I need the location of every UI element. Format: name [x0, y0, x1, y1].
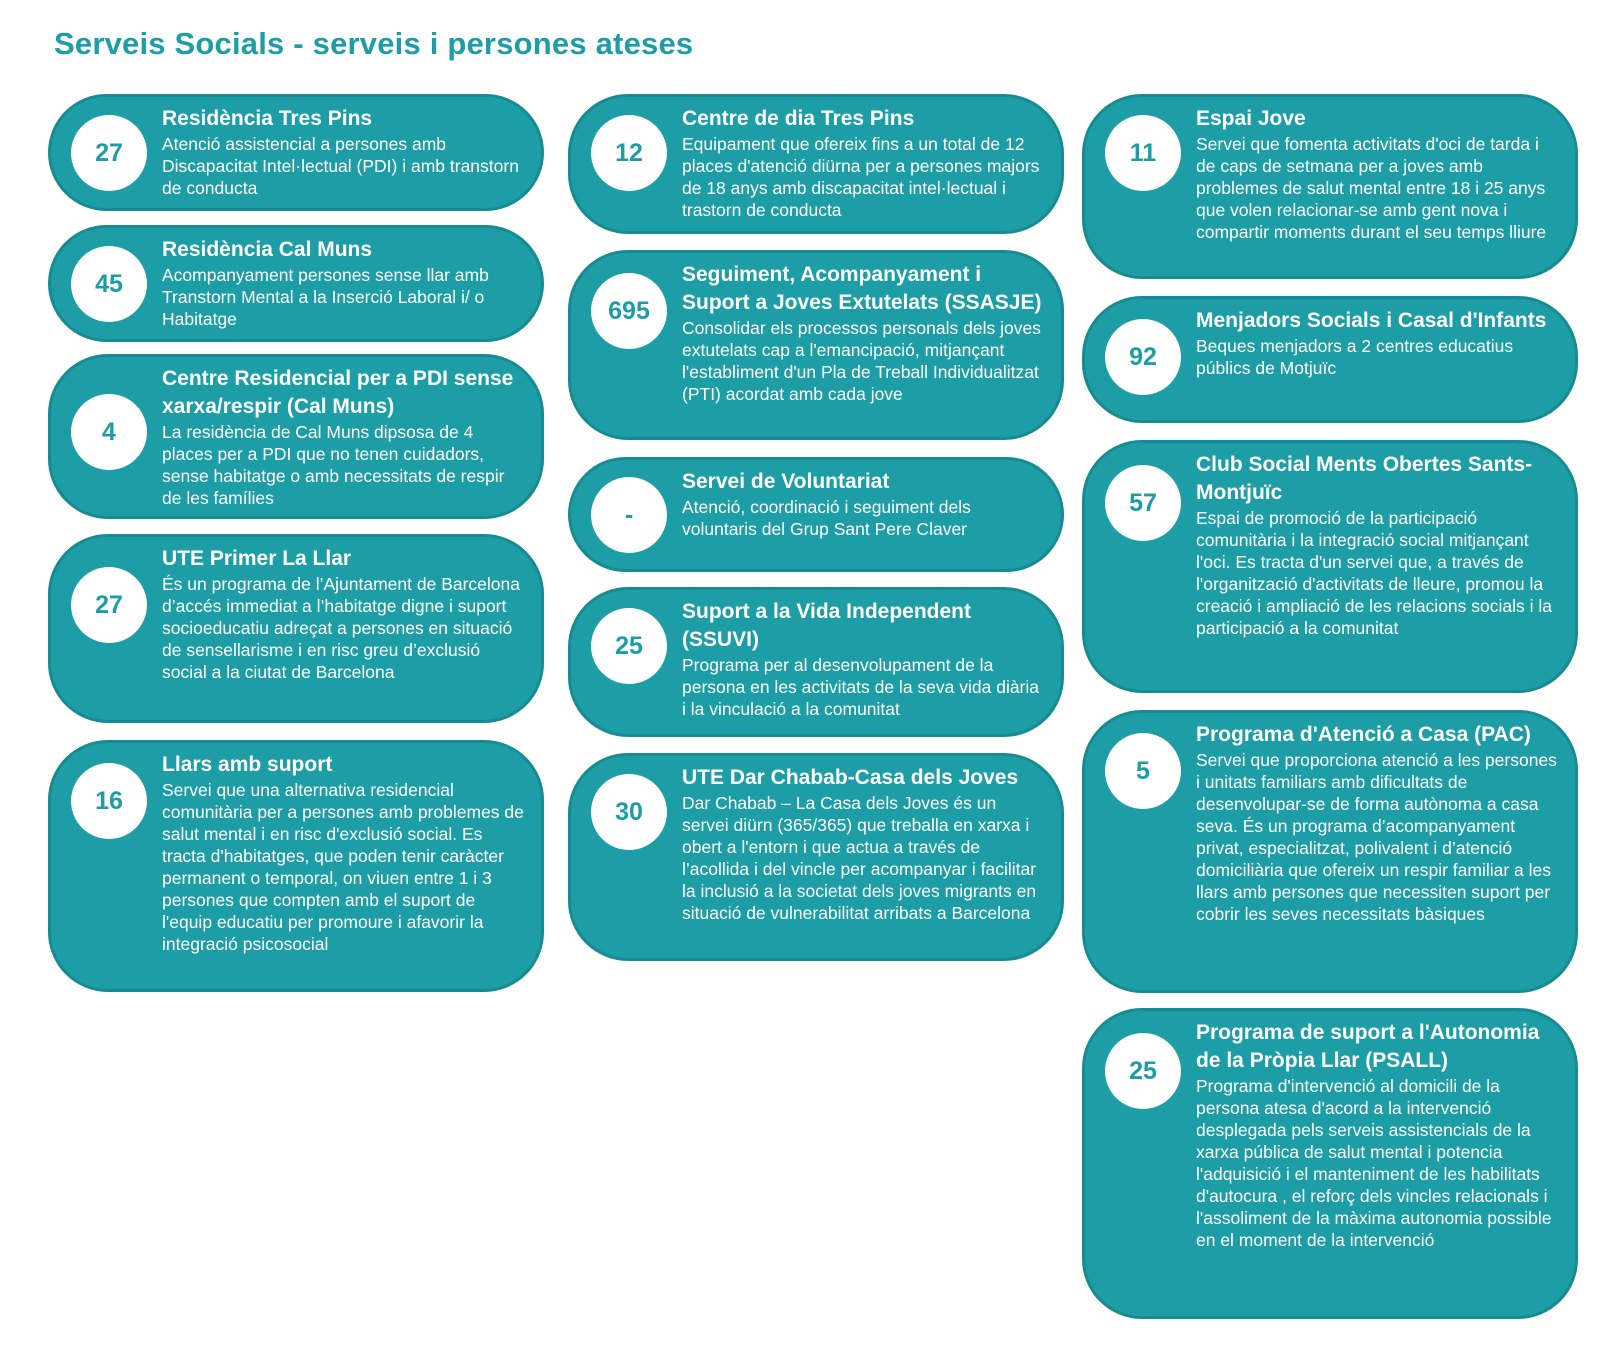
service-title: Programa de suport a l'Autonomia de la Pròpia Llar (PSALL) — [1196, 1021, 1540, 1072]
people-count-badge: 92 — [1105, 319, 1181, 395]
service-title: Programa d'Atenció a Casa (PAC) — [1196, 723, 1531, 746]
service-title: UTE Dar Chabab-Casa dels Joves — [682, 766, 1019, 789]
service-description: Espai de promoció de la participació comunitària i la integració social mitjançant l'oci. Es tracta d'un servei que, a través de l'organització d'activitats de lleure, promou la creació i ampliació de les relacions socials i la participació a la comunitat — [1196, 508, 1552, 638]
people-count-badge: 45 — [71, 246, 147, 322]
service-title: Residència Tres Pins — [162, 107, 373, 130]
people-count-badge: 5 — [1105, 733, 1181, 809]
people-count-badge: 12 — [591, 115, 667, 191]
service-card-residencia-tres-pins — [48, 94, 544, 211]
people-count-badge: 25 — [591, 608, 667, 684]
service-card-centre-residencial-pdi — [48, 354, 544, 519]
service-description: Programa d'intervenció al domicili de la persona atesa d'acord a la intervenció desplegada pels serveis assistencials de la xarxa pública de salut mental i potencia l'adquisició i el manteniment de les habilitats d'autocura , el reforç dels vincles relacionals i l'assoliment de la màxima autonomia possible en el moment de la intervenció — [1196, 1076, 1552, 1250]
service-title: Residència Cal Muns — [162, 238, 373, 261]
people-count-badge: 27 — [71, 567, 147, 643]
people-count-badge: 30 — [591, 774, 667, 850]
people-count-badge: 11 — [1105, 115, 1181, 191]
service-description: Programa per al desenvolupament de la persona en les activitats de la seva vida diària i la vinculació a la comunitat — [682, 655, 1040, 719]
service-card-psall — [1082, 1008, 1578, 1319]
service-title: Centre de dia Tres Pins — [682, 107, 915, 130]
people-count-badge: 16 — [71, 763, 147, 839]
service-title: Llars amb suport — [162, 753, 333, 776]
service-card-residencia-cal-muns — [48, 225, 544, 342]
people-count-badge: 4 — [71, 394, 147, 470]
service-description: Atenció, coordinació i seguiment dels voluntaris del Grup Sant Pere Claver — [682, 497, 971, 539]
service-title: Club Social Ments Obertes Sants-Montjuïc — [1196, 453, 1533, 504]
service-card-ssuvi — [568, 587, 1064, 737]
service-description: Equipament que ofereix fins a un total de 12 places d'atenció diürna per a persones majors de 18 anys amb discapacitat intel·lectual i trastorn de conducta — [682, 134, 1040, 220]
service-card-llars-amb-suport — [48, 740, 544, 992]
service-description: La residència de Cal Muns dipsosa de 4 places per a PDI que no tenen cuidadors, sense habitatge o amb necessitats de respir de les famílies — [162, 422, 505, 508]
service-description: Servei que fomenta activitats d'oci de tarda i de caps de setmana per a joves amb problemes de salut mental entre 18 i 25 anys que volen relacionar-se amb gent nova i compartir moments durant el seu temps lliure — [1196, 134, 1547, 242]
people-count-badge: - — [591, 477, 667, 553]
service-title: Servei de Voluntariat — [682, 470, 890, 493]
service-card-espai-jove — [1082, 94, 1578, 279]
service-card-ute-primer-la-llar — [48, 534, 544, 723]
service-card-club-social-ments-obertes — [1082, 440, 1578, 693]
service-description: Servei que proporciona atenció a les persones i unitats familiars amb dificultats de desenvolupar-se de forma autònoma a casa seva. És un programa d’acompanyament privat, especialitzat, polivalent i d’atenció domiciliària que ofereix un respir familiar a les llars amb persones que necessiten suport per cobrir les seves necessitats bàsiques — [1196, 750, 1557, 924]
page-title: Serveis Socials - serveis i persones ateses — [54, 26, 694, 61]
service-card-pac — [1082, 710, 1578, 993]
people-count-badge: 57 — [1105, 465, 1181, 541]
people-count-badge: 25 — [1105, 1033, 1181, 1109]
service-description: És un programa de l’Ajuntament de Barcelona d’accés immediat a l’habitatge digne i suport socioeducatiu adreçat a persones en situació de sensellarisme i en risc greu d’exclusió social a la ciutat de Barcelona — [162, 574, 520, 682]
service-card-centre-de-dia-tres-pins — [568, 94, 1064, 234]
service-card-menjadors-socials — [1082, 296, 1578, 423]
service-card-ssasje — [568, 250, 1064, 440]
service-description: Servei que una alternativa residencial comunitària per a persones amb problemes de salut mental i en risc d'exclusió social. Es tracta d'habitatges, que poden tenir caràcter permanent o temporal, on viuen entre 1 i 3 persones que compten amb el suport de l'equip educatiu per promoure i afavorir la integració psicosocial — [162, 780, 524, 954]
service-description: Consolidar els processos personals dels joves extutelats cap a l'emancipació, mitjançant l'establiment d'un Pla de Treball Individualitzat (PTI) acordat amb cada jove — [682, 318, 1041, 404]
service-title: Suport a la Vida Independent (SSUVI) — [682, 600, 971, 651]
service-description: Beques menjadors a 2 centres educatius públics de Motjuïc — [1196, 336, 1514, 378]
service-title: Menjadors Socials i Casal d'Infants — [1196, 309, 1547, 332]
service-description: Atenció assistencial a persones amb Discapacitat Intel·lectual (PDI) i amb transtorn de conducta — [162, 134, 519, 198]
service-card-ute-dar-chabab — [568, 753, 1064, 961]
service-description: Dar Chabab – La Casa dels Joves és un servei diürn (365/365) que treballa en xarxa i obert a l'entorn i que actua a través de l’acollida i del vincle per acompanyar i facilitar la inclusió a la societat dels joves migrants en situació de vulnerabilitat arribats a Barcelona — [682, 793, 1037, 923]
service-description: Acompanyament persones sense llar amb Transtorn Mental a la Inserció Laboral i/ o Habitatge — [162, 265, 489, 329]
people-count-badge: 27 — [71, 115, 147, 191]
service-title: Centre Residencial per a PDI sense xarxa/respir (Cal Muns) — [162, 367, 514, 418]
service-card-servei-de-voluntariat — [568, 457, 1064, 572]
service-title: UTE Primer La Llar — [162, 547, 352, 570]
people-count-badge: 695 — [591, 273, 667, 349]
service-title: Seguiment, Acompanyament i Suport a Joves Extutelats (SSASJE) — [682, 263, 1042, 314]
service-title: Espai Jove — [1196, 107, 1306, 130]
